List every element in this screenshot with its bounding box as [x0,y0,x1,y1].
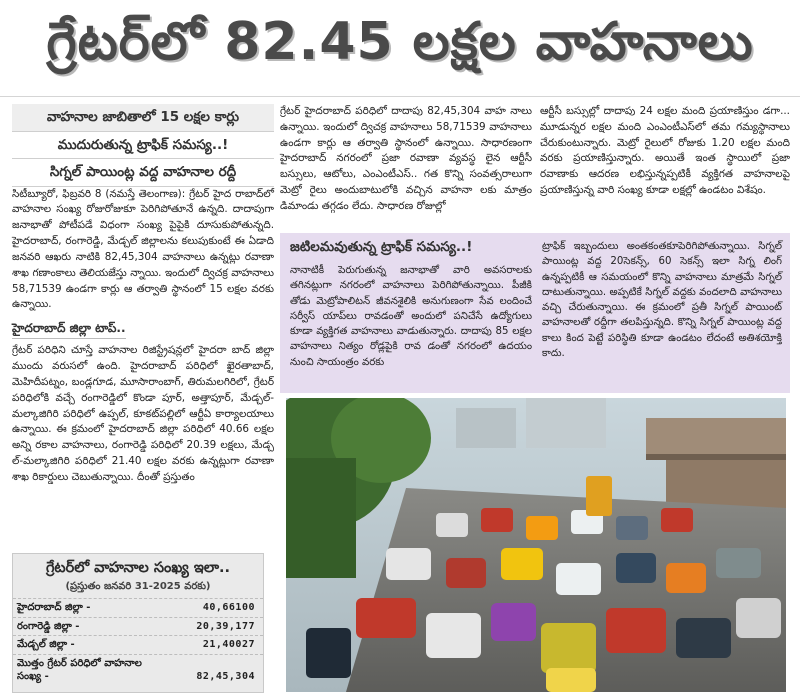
stats-row [13,617,263,636]
stats-value: 40,66100 [202,602,255,613]
traffic-column-2: ట్రాఫిక్ ఇబ్బందులు అంతకంతకూపెరిగిపోతున్నాయి. సిగ్నల్ పాయింట్ల వద్ద 20సెకన్స్, 60 సెకన్స్ ఇలా సిగ్న లింగ్ ఉన్నప్పటికీ ఆ సమయంలో కొన్ని వాహనాలు మాత్రమే సిగ్నల్ దాటుతున్నాయి. అప్పటికే సిగ్నల్ వద్దకు వందలాది వాహనాలు వచ్చి చేరుతున్నాయి. ఈ క్రమంలో ప్రతీ సిగ్నల్ పాయింట్ వాహనాలతో రద్దీగా తలపిస్తున్నది. కొన్ని సిగ్నల్ పాయింట్ల వద్ద కాలు కింద పెట్టే పరిస్థితి కూడా ఉండటం లేదంటే అతిశయోక్తి కాదు. [542,241,782,360]
stats-value: 21,40027 [202,639,255,650]
stats-row [13,598,263,617]
traffic-photo [286,398,786,692]
stats-label: రంగారెడ్డి జిల్లా - [17,620,80,632]
stats-subtitle: (ప్రస్తుతం జనవరి 31-2025 వరకు) [65,581,211,592]
left-paragraph-1: సిటీబ్యూరో, ఫిబ్రవరి 8 (నమస్తే తెలంగాణ): గ్రేటర్ హైద రాబాద్‌లో వాహనాల సంఖ్య రోజురోజుకూ పెరిగిపోతూనే ఉన్నది. దాదాపుగా జనాభాతో పోటీపడే విధంగా సంఖ్య పైపైకి దూసుకుపోతున్నది. హైదరాబాద్, రంగారెడ్డి, మేడ్చల్ జిల్లాలను కలుపుకుంటే ఈ ఏడాది జనవరి ఆఖరు నాటికి 82,45,304 వాహనాలు ఉన్నట్లు రవాణా శాఖ గణాంకాలు తెలియజేస్తు న్నాయి. ఇందులో ద్విచక్ర వాహనాలు 58,71539 ఉండగా కార్లు ఆ తర్వాతి స్థానంలో 15 లక్షల వరకు ఉన్నాయి. [12,187,274,311]
traffic-heading: జటిలమవుతున్న ట్రాఫిక్ సమస్య..! [290,239,473,255]
subheading-cars: వాహనాల జాబితాలో 15 లక్షల కార్లు [12,104,274,132]
stats-value: 82,45,304 [196,671,255,682]
stats-title: గ్రేటర్‌లో వాహనాల సంఖ్య ఇలా.. [45,560,231,576]
subheading-signal-congestion: సిగ్నల్ పాయింట్ల వద్ద వాహనాల రద్దీ [12,159,274,187]
left-paragraph-2: గ్రేటర్ పరిధిని చూస్తే వాహనాల రిజిస్ట్రేషన్లలో హైదరా బాద్ జిల్లా ముందు వరుసలో ఉంది. హైదరాబాద్ పరిధిలో ఖైరతాబాద్, మెహిదీపట్నం, బండ్లగూడ, మూసారాంబాగ్, తిరుమలగిరిలో, గ్రేటర్ పరిధిలోకి వచ్చే రంగారెడ్డిలో కొండా పూర్, అత్తాపూర్, మేడ్చల్-మల్కాజిగిరి పరిధిలో ఉప్పల్, కూకట్‌పల్లిలో ఆర్టీఏ కార్యాలయాలు ఉన్నాయి. ఈ క్రమంలో హైదరాబాద్ జిల్లా పరిధిలో 40.66 లక్షల అన్ని రకాల వాహనాలు, రంగారెడ్డి పరిధిలో 20.39 లక్షలు, మేడ్చ ల్-మల్కాజిగిరి పరిధిలో 21.40 లక్షల వరకు ఉన్నట్లుగా రవాణా శాఖ రికార్డులు చెబుతున్నాయి. దీంతో ప్రస్తుతం [12,344,274,483]
right-column [540,104,790,199]
middle-column [280,104,532,215]
traffic-photo-graphic [286,398,786,692]
headline: గ్రేటర్‌లో 82.45 లక్షల వాహనాలు [0,0,800,97]
vehicle-stats-box [12,553,264,693]
stats-row-total [13,654,263,686]
stats-label: మొత్తం గ్రేటర్ పరిధిలో వాహనాల సంఖ్య - [17,657,142,682]
traffic-problem-box [280,233,790,393]
right-paragraph: ఆర్టీసీ బస్సుల్లో దాదాపు 24 లక్షల మంది ప్రయాణిస్తుం డగా... మూడున్నర లక్షల మంది ఎంఎంటీఎస్‌లో తమ గమ్యస్థానాలు చేరుకుంటున్నారు. మెట్రో రైలులో రోజుకు 1.20 లక్షల మంది వరకు ప్రయాణిస్తున్నారు. అయితే ఇంత స్థాయిలో ప్రజా రవాణాకు ఆదరణ లభిస్తున్నప్పటికీ వ్యక్తిగత వాహనాలపై ప్రయాణిస్తున్న వారి సంఖ్య కూడా లక్షల్లో ఉండటం విశేషం. [540,105,790,197]
stats-row [13,635,263,654]
section-head-hyderabad: హైదరాబాద్ జిల్లా టాప్.. [12,319,126,339]
stats-value: 20,39,177 [196,620,255,632]
left-column [12,104,274,486]
traffic-column-1: నానాటికీ పెరుగుతున్న జనాభాతో వారి అవసరాలకు తగినట్లుగా నగరంలో వాహనాలు పెరిగిపోతున్నాయి. పీజీకి తోడు మెట్రోపాలిటన్ జీవనశైలికి అనుగుణంగా సేవ లందించే సర్వీస్ యాప్‌లు రావడంతో అందులో పనిచేసే ఉద్యోగులు కూడా వ్యక్తిగత వాహనాలు వాడుతున్నారు. దాదాపు 85 లక్షల వాహనాలు నిత్యం రోడ్లపైకి రావ డంతో నగరంలో ఉదయం నుంచి సాయంత్రం వరకు [290,265,532,368]
stats-label: హైదరాబాద్ జిల్లా - [17,602,91,613]
middle-paragraph: గ్రేటర్ హైదరాబాద్ పరిధిలో దాదాపు 82,45,304 వాహ నాలు ఉన్నాయి. ఇందులో ద్విచక్ర వాహనాలు 58,71539 వాహనాలు ఉండగా కార్లు ఆ తర్వాతి స్థానంలో ఉన్నాయి. సాధారణంగా హైదరాబాద్ నగరంలో ప్రజా రవాణా వ్యవస్థ లైన ఆర్టీసీ బస్సులు, ఆటోలు, ఎంఎంటీఎస్.. గత కొన్ని సంవత్సరాలుగా మెట్రో రైలు అందుబాటులోకి వచ్చిన వాహనా లకు మాత్రం డిమాండు తగ్గడం లేదు. సాధారణ రోజుల్లో [280,105,532,212]
subheading-traffic-problem: ముదురుతున్న ట్రాఫిక్ సమస్య..! [12,132,274,160]
stats-label: మేడ్చల్ జిల్లా - [17,639,75,650]
